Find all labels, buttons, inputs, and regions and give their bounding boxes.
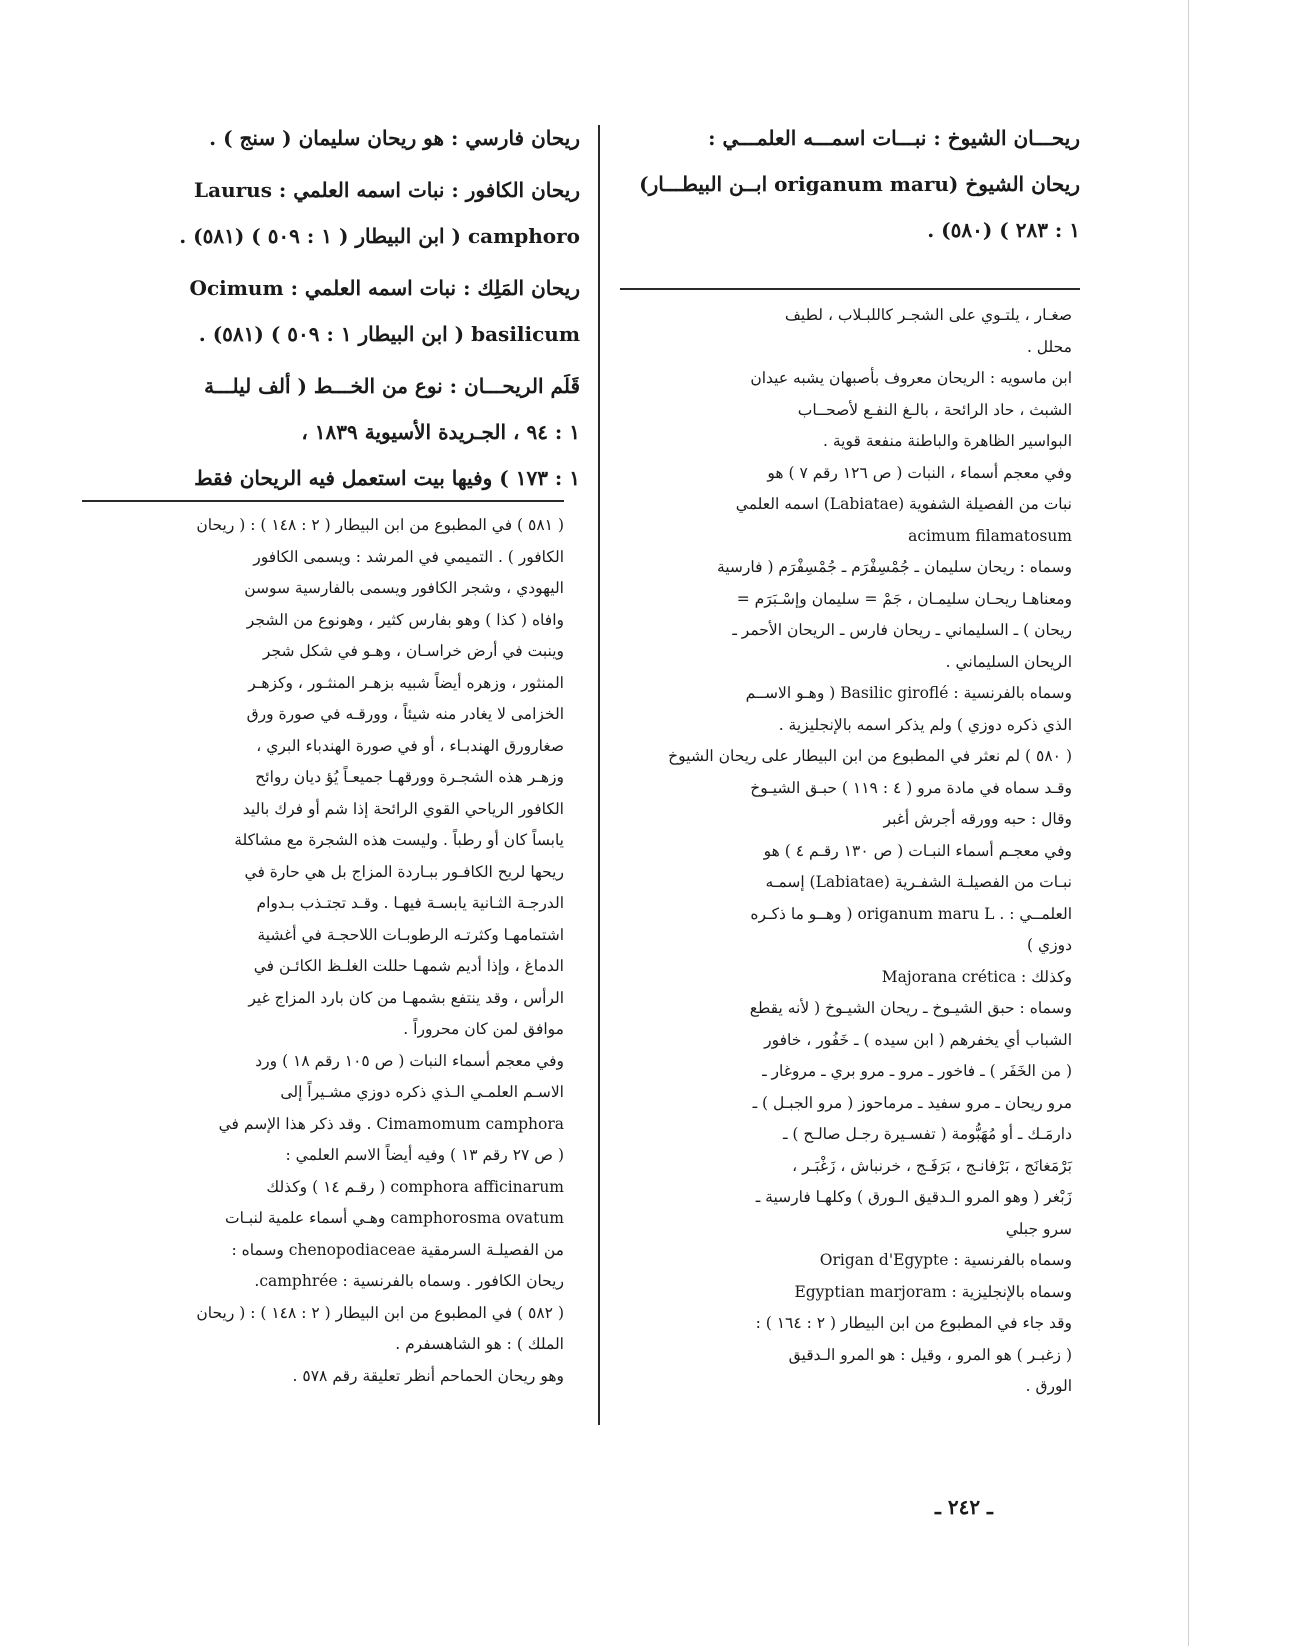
footnote-line: البواسير الظاهرة والباطنة منفعة قوية . <box>823 432 1072 450</box>
footnote-line: ريحان ) ـ السليماني ـ ريحان فارس ـ الريحان الأحمر ـ <box>732 621 1072 639</box>
footnote-line: دوزي ) <box>1027 936 1072 954</box>
footnote-line: ( ٥٨٠ ) لم نعثر في المطبوع من ابن البيطار على ريحان الشيوخ <box>668 747 1072 765</box>
footnote-line: ابن ماسويه : الريحان معروف بأصبهان يشبه عيدان <box>750 369 1072 387</box>
footnote-line: وسماه : حبق الشيـوخ ـ ريحان الشيـوخ ( لأنه يقطع <box>749 999 1072 1017</box>
entry-line: ١ : ٩٤ ، الجـريدة الأسيوية ١٨٣٩ ، <box>301 420 580 444</box>
footnote-line: صغارورق الهندبـاء ، أو في صورة الهندباء البري ، <box>256 736 564 755</box>
entry-line: ريحان المَلِك : نبات اسمه العلمي : Ocimum <box>189 276 580 300</box>
footnote-line: الورق . <box>1025 1377 1072 1395</box>
left-entries <box>92 115 580 507</box>
footnote-line: ( ٥٨٢ ) في المطبوع من ابن البيطار ( ٢ : ١٤٨ ) : ( ريحان <box>196 1303 564 1322</box>
footnote-line: موافق لمن كان محروراً . <box>403 1020 564 1038</box>
footnote-line: acimum filamatosum <box>908 526 1072 545</box>
footnote-line: بَرْمَغانَج ، بَرْفانـج ، بَرَفَـج ، خرنباش ، زَغْبَـر ، <box>792 1156 1072 1175</box>
footnote-line: ريحان الكافور . وسماه بالفرنسية : camphrée. <box>254 1272 564 1290</box>
footnote-line: زَبْغر ( وهو المرو الـدقيق الـورق ) وكلهـا فارسية ـ <box>755 1188 1072 1206</box>
footnote-line: دارمَـك ـ أو مُهَبُّومة ( تفسـيرة رجـل صالـح ) ـ <box>782 1125 1072 1143</box>
footnote-line: الملك ) : هو الشاهسفرم . <box>395 1335 564 1353</box>
footnote-line: سرو جبلي <box>1005 1219 1072 1238</box>
footnote-line: comphora afficinarum ( رقـم ١٤ ) وكذلك <box>266 1177 564 1196</box>
footnote-line: صغـار ، يلتـوي على الشجـر كاللبـلاب ، لطيف <box>784 306 1072 324</box>
entry-line: camphoro ( ابن البيطار ( ١ : ٥٠٩ ) (٥٨١) . <box>179 224 580 248</box>
footnote-line: وينبت في أرض خراسـان ، وهـو في شكل شجر <box>262 642 564 660</box>
right-footnote-rule <box>620 288 1080 290</box>
entry-rayhan-al-malik <box>92 265 580 357</box>
footnote-line: الشبث ، حاد الرائحة ، بالـغ النفـع لأصحــاب <box>797 400 1072 419</box>
footnote-line: العلمــي : . origanum maru L ( وهــو ما ذكـره <box>750 904 1072 923</box>
footnote-line: نبات من الفصيلة الشفوية (Labiatae) اسمه العلمي <box>735 495 1072 513</box>
entry-rayhan-al-shuyukh <box>632 115 1080 253</box>
footnote-line: ( زغبـر ) هو المرو ، وقيل : هو المرو الـدقيق <box>788 1345 1072 1364</box>
footnote-line: الكافور الرياحي القوي الرائحة إذا شم أو فرك باليد <box>242 799 564 818</box>
entry-line: ريحان الشيوخ (origanum maru ابــن البيطـــار) <box>639 172 1080 196</box>
footnote-line: اشتمامهـا وكثرتـه الرطوبـات اللاحجـة في أغشية <box>257 925 564 944</box>
footnote-line: ومعناهـا ريحـان سليمـان ، جَمْ = سليمان وإسْـبَرَم = <box>736 589 1072 608</box>
footnote-line: الاسـم العلمـي الـذي ذكره دوزي مشـيراً إلى <box>280 1083 564 1101</box>
footnote-line: نبـات من الفصيلـة الشفـرية (Labiatae) إسمـه <box>765 873 1072 891</box>
footnote-line: وزهـر هذه الشجـرة وورقهـا جميعـاً يُؤ ديان روائح <box>255 768 564 786</box>
footnote-line: الكافور ) . التميمي في المرشد : ويسمى الكافور <box>253 547 564 566</box>
footnote-line: من الفصيلـة السرمقية chenopodiaceae وسماه : <box>231 1240 564 1259</box>
footnote-line: وقد جاء في المطبوع من ابن البيطار ( ٢ : ١٦٤ ) : <box>755 1314 1072 1332</box>
footnote-line: ريحها لريح الكافـور ببـاردة المزاج بل هي حارة في <box>244 862 564 881</box>
footnote-line: Cimamomum camphora . وقد ذكر هذا الإسم في <box>218 1114 564 1133</box>
footnote-line: وفي معجم أسماء النبات ( ص ١٠٥ رقم ١٨ ) ورد <box>255 1051 564 1070</box>
footnote-line: وفي معجـم أسماء النبـات ( ص ١٣٠ رقـم ٤ ) هو <box>763 841 1072 860</box>
entry-rayhan-farisi <box>92 115 580 161</box>
footnote-line: ( من الخَفَر ) ـ فاخور ـ مرو ـ مرو بري ـ مروغار ـ <box>762 1062 1072 1080</box>
entry-line: ريحان الكافور : نبات اسمه العلمي : Laurus <box>194 178 580 202</box>
footnote-line: وكذلك : Majorana crética <box>881 967 1072 986</box>
footnote-line: وهو ريحان الحماحم أنظر تعليقة رقم ٥٧٨ . <box>292 1366 564 1385</box>
footnote-line: وقـد سماه في مادة مرو ( ٤ : ١١٩ ) حبـق الشيـوخ <box>750 778 1072 797</box>
entry-rayhan-al-kafur <box>92 167 580 259</box>
entry-line: قَلَم الريحـــان : نوع من الخـــط ( ألف ليلـــة <box>204 374 580 398</box>
footnote-line: الدرجـة الثـانية يابسـة فيهـا . وقـد تجتـذب بـدوام <box>256 894 564 912</box>
column-divider <box>598 125 600 1425</box>
footnote-line: ( ص ٢٧ رقم ١٣ ) وفيه أيضاً الاسم العلمي : <box>285 1146 564 1164</box>
footnote-line: الذي ذكره دوزي ) ولم يذكر اسمه بالإنجليزية . <box>778 715 1072 734</box>
page-number: ـ ٢٤٢ ـ <box>935 1495 993 1519</box>
entry-line: ريحان فارسي : هو ريحان سليمان ( سنج ) . <box>209 126 580 150</box>
footnote-line: وافاه ( كذا ) وهو بفارس كثير ، وهونوع من الشجر <box>246 610 564 629</box>
entry-line: ١ : ١٧٣ ) وفيها بيت استعمل فيه الريحان فقط <box>194 466 580 490</box>
entry-qalam-al-rayhan <box>92 363 580 501</box>
right-footnotes <box>612 300 1072 1403</box>
footnote-line: الخزامى لا يغادر منه شيئاً ، وورقـه في صورة ورق <box>246 705 564 723</box>
footnote-line: الرأس ، وقد ينتفع بشمهـا من كان بارد المزاج غير <box>248 988 564 1007</box>
footnote-line: مرو ريحان ـ مرو سفيد ـ مرماحوز ( مرو الجبـل ) ـ <box>752 1093 1072 1112</box>
entry-line: ١ : ٢٨٣ ) (٥٨٠) . <box>927 218 1080 242</box>
footnote-line: اليهودي ، وشجر الكافور ويسمى بالفارسية سوسن <box>244 579 564 597</box>
left-footnotes <box>82 510 564 1392</box>
footnote-line: وفي معجم أسماء ، النبات ( ص ١٢٦ رقم ٧ ) هو <box>767 463 1072 482</box>
footnote-line: camphorosma ovatum وهـي أسماء علمية لنبـات <box>224 1209 564 1227</box>
footnote-line: وسماه بالفرنسية : Origan d'Egypte <box>819 1251 1072 1269</box>
scan-edge-line <box>1188 0 1189 1646</box>
footnote-line: وقال : حبه وورقه أجرش أغبر <box>883 810 1072 828</box>
entry-line: basilicum ( ابن البيطار ١ : ٥٠٩ ) (٥٨١) . <box>198 322 580 346</box>
footnote-line: الريحان السليماني . <box>945 652 1072 671</box>
footnote-line: وسماه بالإنجليزية : Egyptian marjoram <box>794 1282 1072 1301</box>
entry-line: ريحـــان الشيوخ : نبـــات اسمـــه العلمـــي : <box>708 126 1080 150</box>
footnote-line: المنثور ، وزهره أيضاً شبيه بزهـر المنثـور ، وكزهـر <box>248 673 564 692</box>
footnote-line: الدماغ ، وإذا أديم شمهـا حللت الغلـظ الكائـن في <box>253 957 564 975</box>
footnote-line: وسماه بالفرنسية : Basilic giroflé ( وهـو الاســم <box>745 684 1072 702</box>
right-entries <box>632 115 1080 259</box>
footnote-line: وسماه : ريحان سليمان ـ جُمْسِفْرَم ـ جُمْسِفْرَم ( فارسية <box>716 558 1072 576</box>
footnote-line: محلل . <box>1026 337 1072 356</box>
footnote-line: يابساً كان أو رطباً . وليست هذه الشجرة مع مشاكلة <box>234 831 564 849</box>
footnote-line: ( ٥٨١ ) في المطبوع من ابن البيطار ( ٢ : ١٤٨ ) : ( ريحان <box>196 516 564 534</box>
footnote-line: الشباب أي يخفرهم ( ابن سيده ) ـ خَفُور ، خافور <box>764 1030 1072 1049</box>
